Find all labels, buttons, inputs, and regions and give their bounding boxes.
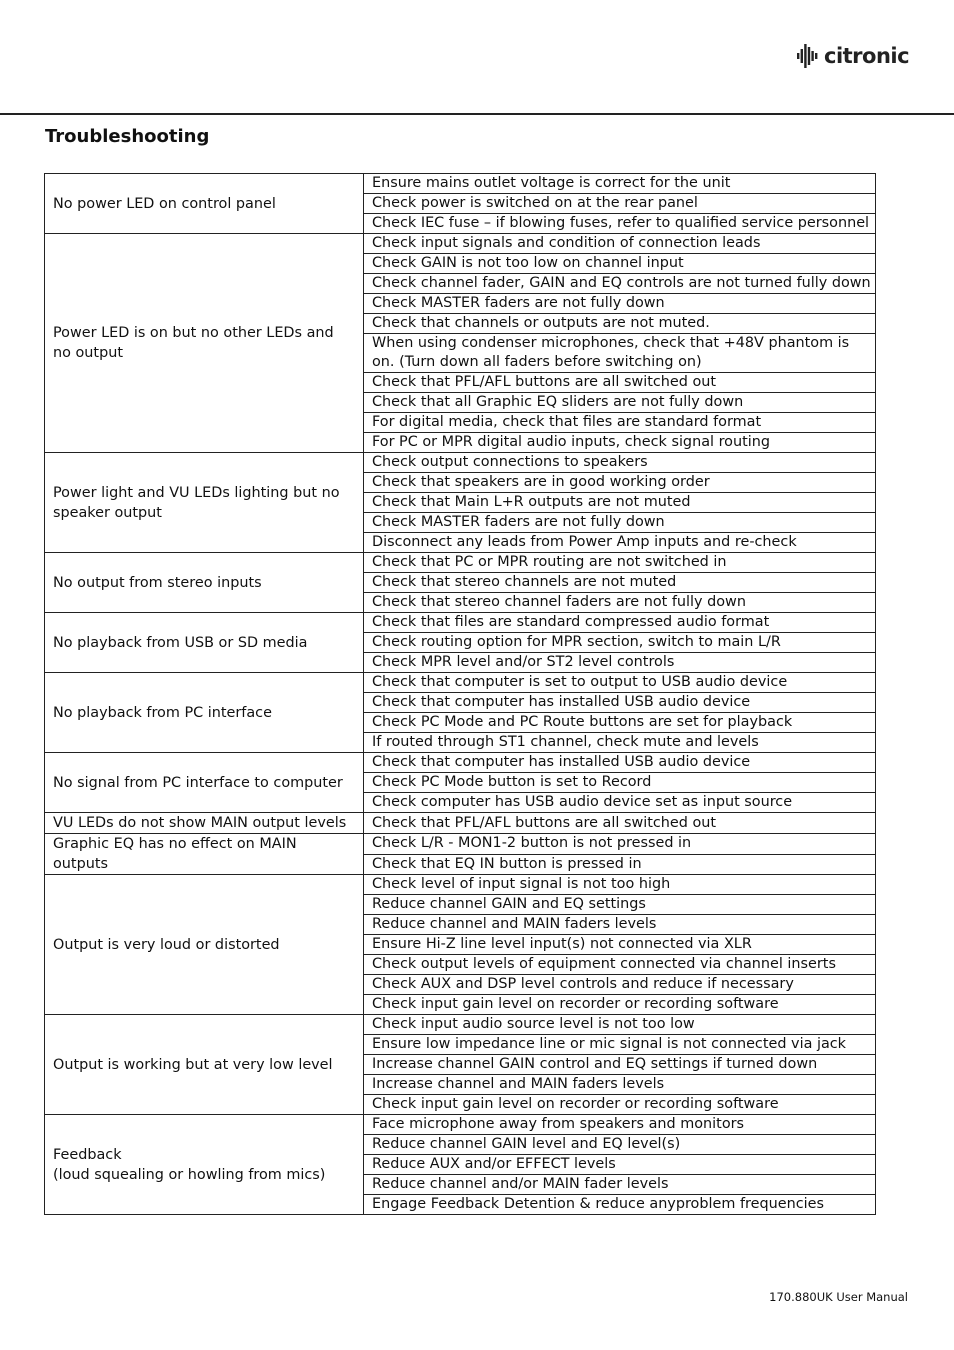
check-cell: Check that PFL/AFL buttons are all switched out bbox=[364, 813, 876, 834]
brand-name: citronic bbox=[824, 44, 910, 68]
problem-cell: Power light and VU LEDs lighting but no speaker output bbox=[45, 453, 364, 553]
check-cell: Check MASTER faders are not fully down bbox=[364, 513, 876, 533]
table-row bbox=[45, 875, 876, 895]
check-cell: Check that channels or outputs are not muted. bbox=[364, 314, 876, 334]
table-row bbox=[45, 174, 876, 194]
check-cell: Disconnect any leads from Power Amp inputs and re-check bbox=[364, 533, 876, 553]
table-row bbox=[45, 673, 876, 693]
problem-cell: No signal from PC interface to computer bbox=[45, 753, 364, 813]
check-cell: When using condenser microphones, check that +48V phantom is on. (Turn down all faders before switching on) bbox=[364, 334, 876, 373]
check-cell: Check input audio source level is not too low bbox=[364, 1015, 876, 1035]
check-cell: Check that stereo channel faders are not fully down bbox=[364, 593, 876, 613]
check-cell: Check MPR level and/or ST2 level controls bbox=[364, 653, 876, 673]
check-cell: Check AUX and DSP level controls and reduce if necessary bbox=[364, 975, 876, 995]
check-cell: Check that computer is set to output to USB audio device bbox=[364, 673, 876, 693]
check-cell: If routed through ST1 channel, check mute and levels bbox=[364, 733, 876, 753]
check-cell: Check that files are standard compressed audio format bbox=[364, 613, 876, 633]
troubleshooting-table bbox=[44, 173, 876, 1215]
check-cell: Reduce channel and/or MAIN fader levels bbox=[364, 1175, 876, 1195]
check-cell: Check that EQ IN button is pressed in bbox=[364, 854, 876, 875]
check-cell: For PC or MPR digital audio inputs, check signal routing bbox=[364, 433, 876, 453]
table-row bbox=[45, 1015, 876, 1035]
check-cell: Check that computer has installed USB audio device bbox=[364, 753, 876, 773]
check-cell: Reduce channel and MAIN faders levels bbox=[364, 915, 876, 935]
problem-cell: No power LED on control panel bbox=[45, 174, 364, 234]
table-row bbox=[45, 813, 876, 834]
check-cell: Ensure mains outlet voltage is correct for the unit bbox=[364, 174, 876, 194]
page-title: Troubleshooting bbox=[45, 126, 210, 147]
check-cell: Check that all Graphic EQ sliders are not fully down bbox=[364, 393, 876, 413]
problem-cell: Output is working but at very low level bbox=[45, 1015, 364, 1115]
check-cell: Check that computer has installed USB audio device bbox=[364, 693, 876, 713]
problem-cell: Output is very loud or distorted bbox=[45, 875, 364, 1015]
table-row bbox=[45, 753, 876, 773]
check-cell: Check L/R - MON1-2 button is not pressed in bbox=[364, 834, 876, 855]
check-cell: For digital media, check that files are standard format bbox=[364, 413, 876, 433]
check-cell: Check that Main L+R outputs are not muted bbox=[364, 493, 876, 513]
problem-cell: Graphic EQ has no effect on MAIN outputs bbox=[45, 834, 364, 875]
check-cell: Check that speakers are in good working order bbox=[364, 473, 876, 493]
check-cell: Check MASTER faders are not fully down bbox=[364, 294, 876, 314]
troubleshooting-table-body bbox=[45, 174, 876, 1215]
table-row bbox=[45, 613, 876, 633]
check-cell: Check that stereo channels are not muted bbox=[364, 573, 876, 593]
table-row bbox=[45, 553, 876, 573]
check-cell: Check input signals and condition of connection leads bbox=[364, 234, 876, 254]
problem-cell: No output from stereo inputs bbox=[45, 553, 364, 613]
check-cell: Increase channel GAIN control and EQ settings if turned down bbox=[364, 1055, 876, 1075]
brand-logo bbox=[797, 42, 909, 70]
check-cell: Increase channel and MAIN faders levels bbox=[364, 1075, 876, 1095]
check-cell: Check computer has USB audio device set as input source bbox=[364, 793, 876, 813]
check-cell: Check output levels of equipment connected via channel inserts bbox=[364, 955, 876, 975]
check-cell: Reduce AUX and/or EFFECT levels bbox=[364, 1155, 876, 1175]
check-cell: Check GAIN is not too low on channel input bbox=[364, 254, 876, 274]
check-cell: Ensure low impedance line or mic signal is not connected via jack bbox=[364, 1035, 876, 1055]
problem-cell: No playback from PC interface bbox=[45, 673, 364, 753]
table-row bbox=[45, 834, 876, 855]
check-cell: Check that PC or MPR routing are not switched in bbox=[364, 553, 876, 573]
check-cell: Check routing option for MPR section, switch to main L/R bbox=[364, 633, 876, 653]
problem-cell: No playback from USB or SD media bbox=[45, 613, 364, 673]
check-cell: Check IEC fuse – if blowing fuses, refer to qualified service personnel bbox=[364, 214, 876, 234]
table-row bbox=[45, 1115, 876, 1135]
problem-cell: Power LED is on but no other LEDs and no output bbox=[45, 234, 364, 453]
table-row bbox=[45, 234, 876, 254]
check-cell: Face microphone away from speakers and monitors bbox=[364, 1115, 876, 1135]
check-cell: Check input gain level on recorder or recording software bbox=[364, 995, 876, 1015]
check-cell: Reduce channel GAIN and EQ settings bbox=[364, 895, 876, 915]
check-cell: Check output connections to speakers bbox=[364, 453, 876, 473]
check-cell: Check input gain level on recorder or recording software bbox=[364, 1095, 876, 1115]
soundwave-logo-icon bbox=[797, 43, 821, 69]
problem-cell: VU LEDs do not show MAIN output levels bbox=[45, 813, 364, 834]
check-cell: Ensure Hi-Z line level input(s) not connected via XLR bbox=[364, 935, 876, 955]
check-cell: Check that PFL/AFL buttons are all switched out bbox=[364, 373, 876, 393]
problem-cell: Feedback (loud squealing or howling from mics) bbox=[45, 1115, 364, 1215]
check-cell: Reduce channel GAIN level and EQ level(s) bbox=[364, 1135, 876, 1155]
check-cell: Check level of input signal is not too high bbox=[364, 875, 876, 895]
check-cell: Check PC Mode and PC Route buttons are set for playback bbox=[364, 713, 876, 733]
check-cell: Engage Feedback Detention & reduce anyproblem frequencies bbox=[364, 1195, 876, 1215]
table-row bbox=[45, 453, 876, 473]
check-cell: Check channel fader, GAIN and EQ controls are not turned fully down bbox=[364, 274, 876, 294]
check-cell: Check PC Mode button is set to Record bbox=[364, 773, 876, 793]
footer-manual-label: 170.880UK User Manual bbox=[769, 1290, 908, 1304]
check-cell: Check power is switched on at the rear panel bbox=[364, 194, 876, 214]
header-divider bbox=[0, 113, 954, 115]
